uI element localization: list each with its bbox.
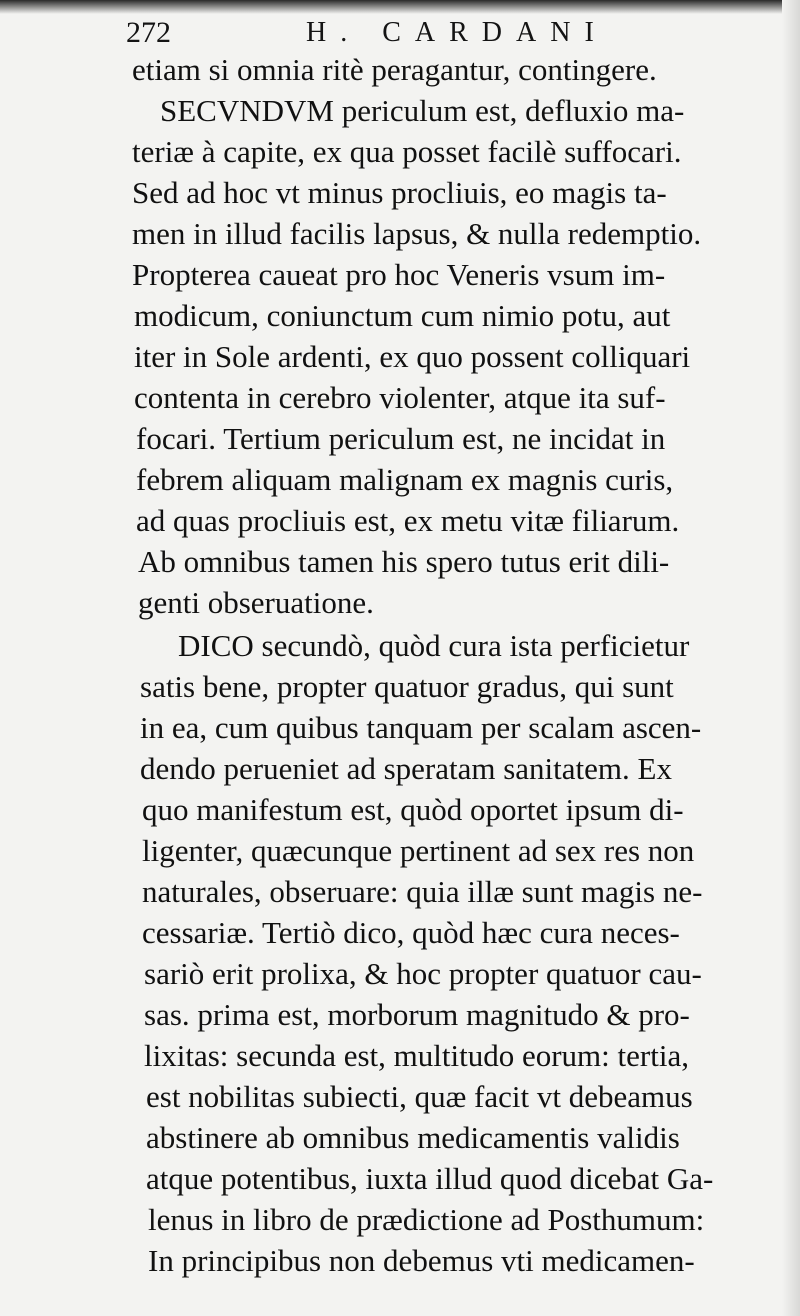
- text-line: febrem aliquam malignam ex magnis curis,: [136, 462, 674, 497]
- text-line: quo manifestum est, quòd oportet ipsum di-: [142, 792, 684, 827]
- text-line: atque potentibus, iuxta illud quod dicebat Ga-: [146, 1161, 714, 1196]
- text-line: Sed ad hoc vt minus procliuis, eo magis ta-: [132, 175, 667, 210]
- text-line: contenta in cerebro violenter, atque ita suf-: [134, 380, 666, 415]
- text-line: ligenter, quæcunque pertinent ad sex res non: [142, 833, 695, 868]
- running-head: [126, 14, 746, 52]
- text-line: men in illud facilis lapsus, & nulla redemptio.: [132, 216, 702, 251]
- text-line: SECVNDVM periculum est, defluxio ma-: [160, 93, 685, 128]
- scan-top-shadow: [0, 0, 800, 14]
- text-line: sas. prima est, morborum magnitudo & pro-: [144, 997, 690, 1032]
- text-line: DICO secundò, quòd cura ista perficietur: [178, 628, 690, 663]
- text-line: in ea, cum quibus tanquam per scalam ascen-: [140, 710, 702, 745]
- scan-right-shadow: [782, 0, 800, 1316]
- text-line: dendo perueniet ad speratam sanitatem. Ex: [140, 751, 672, 786]
- text-line: In principibus non debemus vti medicamen-: [148, 1243, 695, 1278]
- text-line: lixitas: secunda est, multitudo eorum: tertia,: [144, 1038, 689, 1073]
- page-number: 272: [126, 16, 171, 49]
- text-line: cessariæ. Tertiò dico, quòd hæc cura neces-: [142, 915, 680, 950]
- text-line: lenus in libro de prædictione ad Posthumum:: [148, 1202, 705, 1237]
- text-line: sariò erit prolixa, & hoc propter quatuor cau-: [144, 956, 702, 991]
- running-title: H. CARDANI: [306, 17, 608, 48]
- text-line: modicum, coniunctum cum nimio potu, aut: [134, 298, 671, 333]
- text-line: genti obseruatione.: [138, 585, 374, 620]
- text-line: iter in Sole ardenti, ex quo possent colliquari: [134, 339, 691, 374]
- text-line: abstinere ab omnibus medicamentis validis: [146, 1120, 680, 1155]
- text-line: naturales, obseruare: quia illæ sunt magis ne-: [142, 874, 703, 909]
- text-line: etiam si omnia ritè peragantur, contingere.: [132, 52, 657, 87]
- text-line: satis bene, propter quatuor gradus, qui sunt: [140, 669, 674, 704]
- text-line: Propterea caueat pro hoc Veneris vsum im-: [132, 257, 666, 292]
- text-line: Ab omnibus tamen his spero tutus erit dili-: [138, 544, 670, 579]
- text-line: est nobilitas subiecti, quæ facit vt debeamus: [146, 1079, 693, 1114]
- text-line: teriæ à capite, ex qua posset facilè suffocari.: [132, 134, 682, 169]
- text-line: ad quas procliuis est, ex metu vitæ filiarum.: [136, 503, 680, 538]
- text-line: focari. Tertium periculum est, ne incidat in: [136, 421, 666, 456]
